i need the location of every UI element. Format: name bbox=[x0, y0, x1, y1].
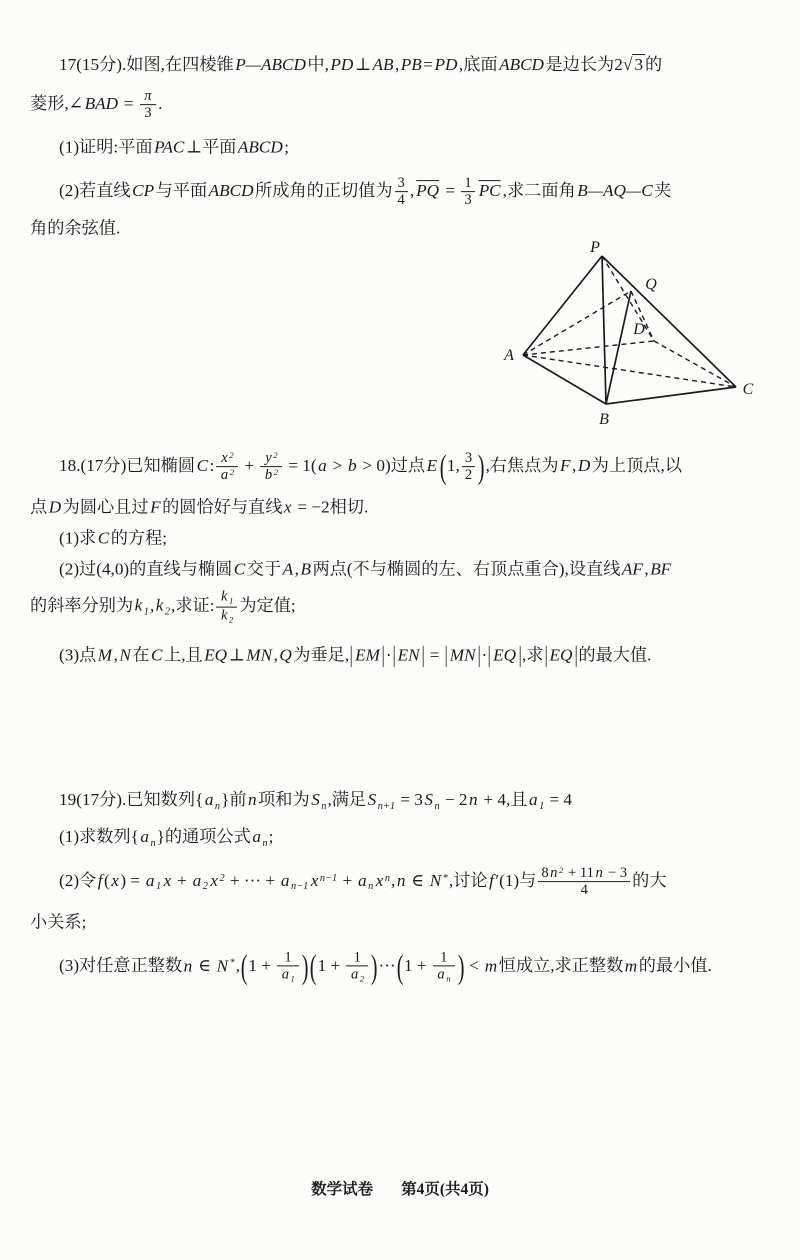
q19-line4: 小关系; bbox=[30, 912, 87, 932]
q17-line2: 菱形,∠BAD = $\frac{\pi}{3}$ . bbox=[30, 88, 163, 122]
vertex-label-A: A bbox=[504, 347, 514, 364]
q18-line1: 18.(17分)已知椭圆C: $\frac{x ^2}{a ^2}$ + $\frac{y ^2}{b ^2}$ = 1(a > b > 0)过点E (1, $\frac{3}{2}$ ),右焦点为F,D为上顶点,以 bbox=[59, 447, 682, 486]
edge-BQ-solid bbox=[606, 291, 631, 404]
q19-line2: (1)求数列{a $_n$}的通项公式a $_n$; bbox=[59, 826, 274, 849]
q18-line6: (3)点M,N在C上,且EQ⊥MN,Q为垂足,| EM |·| EN | = | MN |·| EQ |,求| EQ |的最大值. bbox=[59, 641, 652, 668]
q18-line3: (1)求C的方程; bbox=[59, 528, 168, 548]
vertex-label-P: P bbox=[590, 239, 600, 256]
q18-line4: (2)过(4,0)的直线与椭圆C交于A,B两点(不与椭圆的左、右顶点重合),设直线AF,BF bbox=[59, 559, 672, 579]
q19-line3: (2)令f(x) = a $_1$ x + a $_2$ x $^2$ + ··· + a $_{n-1}$ x $^{n-1}$ + a $_n$ x $^n$,n ∈ N *,讨论f′(1)与 $\frac{8 n ^2 + 11 n - 3}{4}$ 的大 bbox=[59, 864, 667, 899]
q17-line1: 17(15分).如图,在四棱锥P—ABCD中,PD⊥AB,PB=PD,底面ABCD是边长为2√ 3 的 bbox=[59, 54, 663, 75]
edge-AC-dashed bbox=[523, 355, 736, 387]
edge-PA-solid bbox=[523, 256, 602, 355]
vertex-label-C: C bbox=[742, 381, 754, 398]
q19-line1: 19(17分).已知数列{a $_n$}前n项和为S $_n$,满足S $_{n+1}$ = 3S $_n$ − 2n + 4,且a $_1$ = 4 bbox=[59, 789, 573, 812]
page-footer bbox=[0, 1177, 800, 1199]
q18-line5: 的斜率分别为k $_1$,k $_2$,求证: $\frac{k _1}{k _2}$ 为定值; bbox=[30, 588, 296, 625]
edge-AB-solid bbox=[523, 355, 606, 404]
vertex-label-B: B bbox=[599, 411, 609, 428]
pyramid-figure bbox=[488, 233, 788, 433]
q17-line3: (1)证明:平面PAC⊥平面ABCD; bbox=[59, 137, 290, 157]
footer-doc-title: 数学试卷 bbox=[311, 1181, 374, 1198]
q17-line4: (2)若直线CP与平面ABCD所成角的正切值为 $\frac{3}{4}$ , $\overline{PQ}$ = $\frac{1}{3}$ $\overline{PC}$ ,求二面角B—AQ—C夹 bbox=[59, 175, 672, 209]
vertex-label-Q: Q bbox=[645, 276, 657, 293]
q19-line5: (3)对任意正整数n ∈ N *,(1 + $\frac{1}{a _1}$ )(1 + $\frac{1}{a _2}$ )···(1 + $\frac{1}{a _n}$ ) < m恒成立,求正整数m的最小值. bbox=[59, 947, 712, 986]
edge-PC-solid bbox=[602, 256, 736, 387]
edge-BC-solid bbox=[606, 387, 736, 404]
vertex-label-D: D bbox=[633, 321, 645, 338]
q18-line2: 点D为圆心且过F的圆恰好与直线x = −2相切. bbox=[30, 497, 369, 517]
footer-page-info: 第4页(共4页) bbox=[401, 1181, 489, 1198]
edge-PB-solid bbox=[602, 256, 606, 404]
q17-line5: 角的余弦值. bbox=[30, 218, 121, 238]
